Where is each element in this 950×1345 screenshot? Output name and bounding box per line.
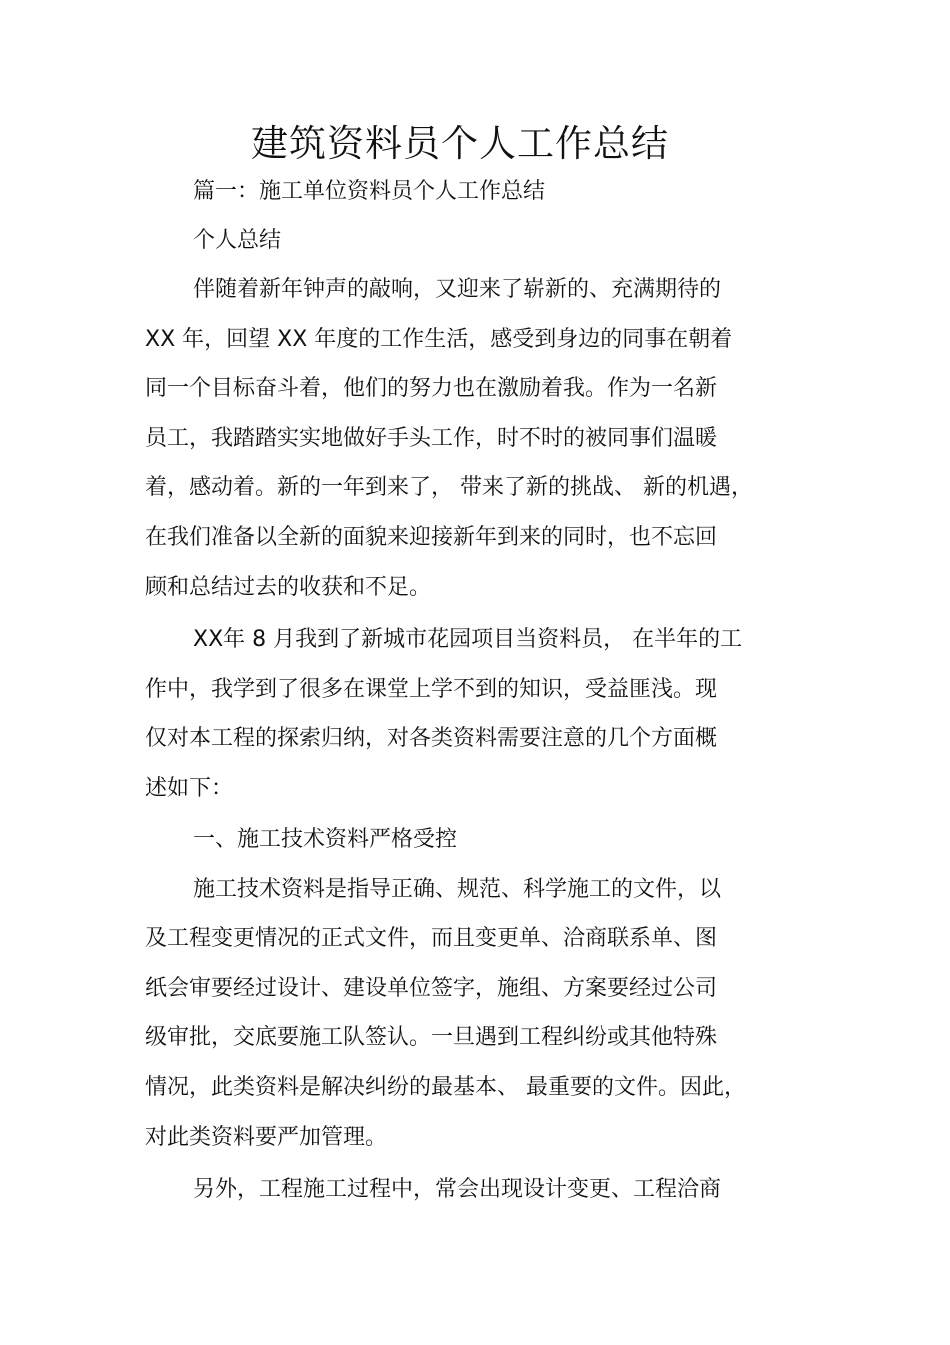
paragraph-line: 对此类资料要严加管理。 (145, 1125, 388, 1150)
paragraph-line: 作中，我学到了很多在课堂上学不到的知识，受益匪浅。现 (145, 677, 718, 702)
paragraph-line: 纸会审要经过设计、建设单位签字，施组、方案要经过公司 (145, 976, 718, 1001)
paragraph-line: 另外，工程施工过程中，常会出现设计变更、工程洽商 (193, 1177, 722, 1202)
paragraph-line: XX 年，回望 XX 年度的工作生活，感受到身边的同事在朝着 (145, 327, 733, 352)
section-heading: 一、施工技术资料严格受控 (193, 827, 458, 852)
paragraph-line: 仅对本工程的探索归纳，对各类资料需要注意的几个方面概 (145, 726, 718, 751)
subheading: 个人总结 (193, 228, 282, 253)
paragraph-line: 着，感动着。新的一年到来了， 带来了新的挑战、 新的机遇， (145, 475, 753, 500)
section-heading: 篇一：施工单位资料员个人工作总结 (193, 179, 546, 204)
document-title: 建筑资料员个人工作总结 (251, 122, 669, 165)
paragraph-line: 施工技术资料是指导正确、规范、科学施工的文件，以 (193, 877, 722, 902)
paragraph-line: 述如下： (145, 776, 234, 801)
paragraph-line: XX年 8 月我到了新城市花园项目当资料员， 在半年的工 (193, 627, 743, 652)
paragraph-line: 伴随着新年钟声的敲响，又迎来了崭新的、充满期待的 (193, 277, 722, 302)
paragraph-line: 级审批，交底要施工队签认。一旦遇到工程纠纷或其他特殊 (145, 1025, 718, 1050)
paragraph-line: 员工，我踏踏实实地做好手头工作，时不时的被同事们温暖 (145, 426, 718, 451)
paragraph-line: 在我们准备以全新的面貌来迎接新年到来的同时，也不忘回 (145, 525, 718, 550)
paragraph-line: 顾和总结过去的收获和不足。 (145, 575, 432, 600)
paragraph-line: 同一个目标奋斗着，他们的努力也在激励着我。作为一名新 (145, 376, 718, 401)
paragraph-line: 及工程变更情况的正式文件，而且变更单、洽商联系单、图 (145, 926, 718, 951)
paragraph-line: 情况，此类资料是解决纠纷的最基本、 最重要的文件。因此， (145, 1075, 746, 1100)
